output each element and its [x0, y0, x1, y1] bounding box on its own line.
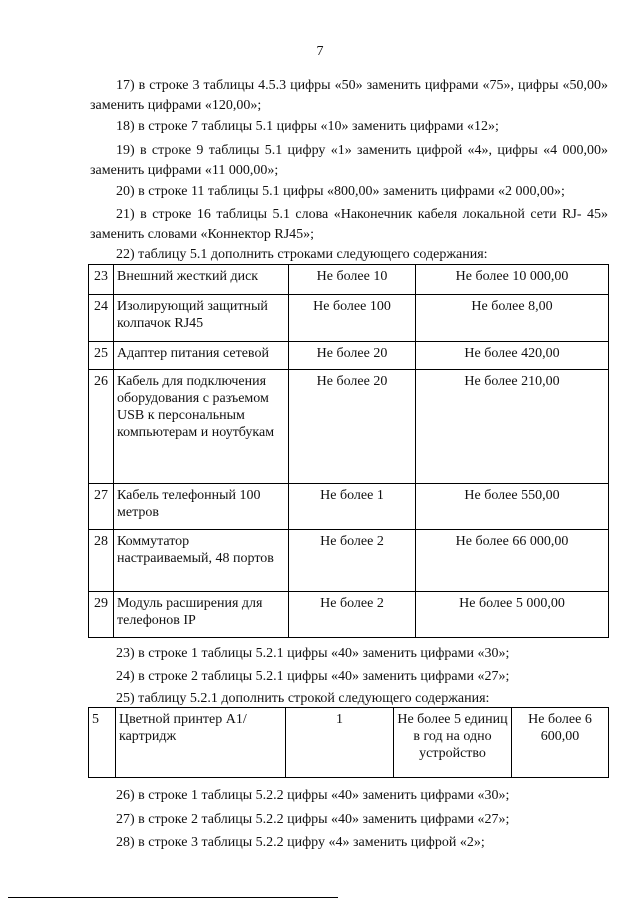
item-name: Внешний жесткий диск: [114, 265, 289, 295]
table-row: [89, 265, 609, 295]
paragraph-28: [90, 833, 608, 853]
paragraph-21-line2: 45» заменить словами «Коннектор RJ45»;: [90, 207, 609, 242]
paragraph-17-line1: 17) в строке 3 таблицы 4.5.3 цифры «50» заменить цифрами «75», цифры: [116, 78, 559, 93]
paragraph-21: [90, 205, 608, 245]
row-number: 23: [89, 265, 114, 295]
paragraph-19-line2: «4 000,00» заменить цифрами «11 000,00»;: [90, 143, 608, 178]
paragraph-24: [90, 667, 608, 687]
item-name: Кабель телефонный 100 метров: [114, 484, 289, 530]
item-price: Не более 210,00: [416, 370, 609, 484]
paragraph-22: [90, 245, 608, 265]
paragraph-21-line1: 21) в строке 16 таблицы 5.1 слова «Наконечник кабеля локальной сети RJ-: [116, 207, 582, 222]
item-quantity: Не более 2: [289, 530, 416, 592]
paragraph-27-text: 27) в строке 2 таблицы 5.2.2 цифры «40» заменить цифрами «27»;: [116, 812, 510, 827]
row-number: 29: [89, 592, 114, 638]
paragraph-19: [90, 141, 608, 181]
paragraph-20: [90, 182, 608, 202]
row-number: 28: [89, 530, 114, 592]
item-quantity: Не более 20: [289, 342, 416, 370]
item-price: Не более 420,00: [416, 342, 609, 370]
paragraph-28-text: 28) в строке 3 таблицы 5.2.2 цифру «4» заменить цифрой «2»;: [116, 835, 485, 850]
item-quantity: Не более 10: [289, 265, 416, 295]
row-number: 27: [89, 484, 114, 530]
item-name: Адаптер питания сетевой: [114, 342, 289, 370]
table-row: [89, 370, 609, 484]
paragraph-24-text: 24) в строке 2 таблицы 5.2.1 цифры «40» заменить цифрами «27»;: [116, 669, 510, 684]
item-limit: Не более 5 единиц в год на одно устройство: [394, 708, 512, 778]
row-number: 5: [89, 708, 116, 778]
paragraph-17-line2: «50,00» заменить цифрами «120,00»;: [90, 78, 609, 113]
item-price: Не более 10 000,00: [416, 265, 609, 295]
paragraph-27: [90, 810, 608, 830]
paragraph-25: [90, 689, 608, 709]
paragraph-23-text: 23) в строке 1 таблицы 5.2.1 цифры «40» заменить цифрами «30»;: [116, 646, 510, 661]
item-price: Не более 66 000,00: [416, 530, 609, 592]
table-row: [89, 342, 609, 370]
item-quantity: Не более 100: [289, 295, 416, 342]
paragraph-23: [90, 644, 608, 664]
item-price: Не более 5 000,00: [416, 592, 609, 638]
item-quantity: Не более 1: [289, 484, 416, 530]
item-name: Изолирующий защитный колпачок RJ45: [114, 295, 289, 342]
row-number: 25: [89, 342, 114, 370]
page-number: 7: [316, 44, 324, 59]
item-quantity: 1: [286, 708, 394, 778]
paragraph-20-line1: 20) в строке 11 таблицы 5.1 цифры «800,00» заменить цифрами «2 000,00»;: [116, 184, 565, 199]
paragraph-18-line1: 18) в строке 7 таблицы 5.1 цифры «10» заменить цифрами «12»;: [116, 119, 499, 134]
item-name: Модуль расширения для телефонов IP: [114, 592, 289, 638]
item-name: Цветной принтер А1/картридж: [116, 708, 286, 778]
paragraph-26: [90, 786, 608, 806]
item-name: Кабель для подключения оборудования с разъемом USB к персональным компьютерам и ноутбукам: [114, 370, 289, 484]
footnote-divider: [8, 897, 338, 898]
table-row: [89, 592, 609, 638]
item-quantity: Не более 20: [289, 370, 416, 484]
paragraph-26-text: 26) в строке 1 таблицы 5.2.2 цифры «40» заменить цифрами «30»;: [116, 788, 510, 803]
row-number: 24: [89, 295, 114, 342]
table-row: [89, 484, 609, 530]
table-5-2-1-addition: [88, 707, 609, 778]
table-row: [89, 530, 609, 592]
paragraph-25-text: 25) таблицу 5.2.1 дополнить строкой следующего содержания:: [116, 691, 490, 706]
table-row: [89, 295, 609, 342]
item-price: Не более 6 600,00: [512, 708, 609, 778]
row-number: 26: [89, 370, 114, 484]
item-price: Не более 8,00: [416, 295, 609, 342]
paragraph-18: [90, 117, 608, 137]
item-price: Не более 550,00: [416, 484, 609, 530]
paragraph-22-line1: 22) таблицу 5.1 дополнить строками следующего содержания:: [116, 247, 488, 262]
paragraph-19-line1: 19) в строке 9 таблицы 5.1 цифру «1» заменить цифрой «4», цифры: [116, 143, 538, 158]
table-row: [89, 708, 609, 778]
item-quantity: Не более 2: [289, 592, 416, 638]
paragraph-17: [90, 76, 608, 116]
item-name: Коммутатор настраиваемый, 48 портов: [114, 530, 289, 592]
table-5-1-additions: [88, 264, 609, 638]
